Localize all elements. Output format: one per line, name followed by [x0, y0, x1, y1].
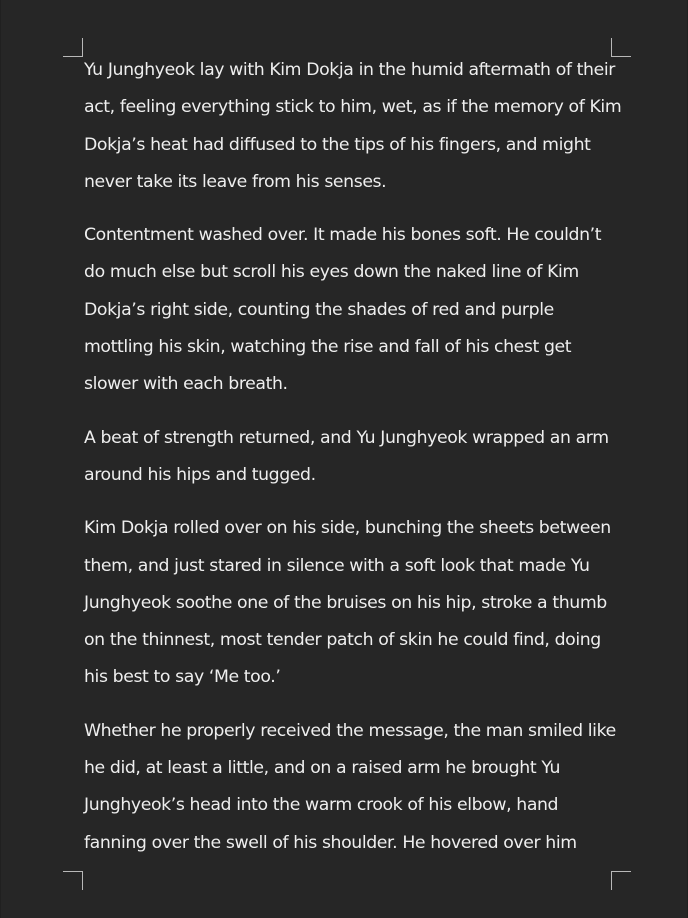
paragraph: Kim Dokja rolled over on his side, bunching the sheets between them, and just stared in silence with a soft look that made Yu Junghyeok soothe one of the bruises on his hip, stroke a thumb on the thinnest, most tender patch of skin he could find, doing his best to say ‘Me too.’ — [84, 518, 611, 688]
document-page — [1, 0, 687, 918]
margin-mark-bottom-left — [63, 871, 83, 890]
paragraph: Contentment washed over. It made his bones soft. He couldn’t do much else but scroll his eyes down the naked line of Kim Dokja’s right side, counting the shades of red and purple mottling his skin, watching the rise and fall of his chest get slower with each breath. — [84, 225, 602, 395]
document-body[interactable] — [84, 52, 624, 878]
paragraph: Yu Junghyeok lay with Kim Dokja in the humid aftermath of their act, feeling everything stick to him, wet, as if the memory of Kim Dokja’s heat had diffused to the tips of his fingers, and might never take its leave from his senses. — [84, 60, 622, 192]
paragraph: Whether he properly received the message, the man smiled like he did, at least a little, and on a raised arm he brought Yu Junghyeok’s head into the warm crook of his elbow, hand fanning over the swell of his shoulder. He hovered over him — [84, 720, 616, 853]
margin-mark-top-left — [63, 38, 83, 57]
paragraph: A beat of strength returned, and Yu Junghyeok wrapped an arm around his hips and tugged. — [84, 427, 609, 485]
